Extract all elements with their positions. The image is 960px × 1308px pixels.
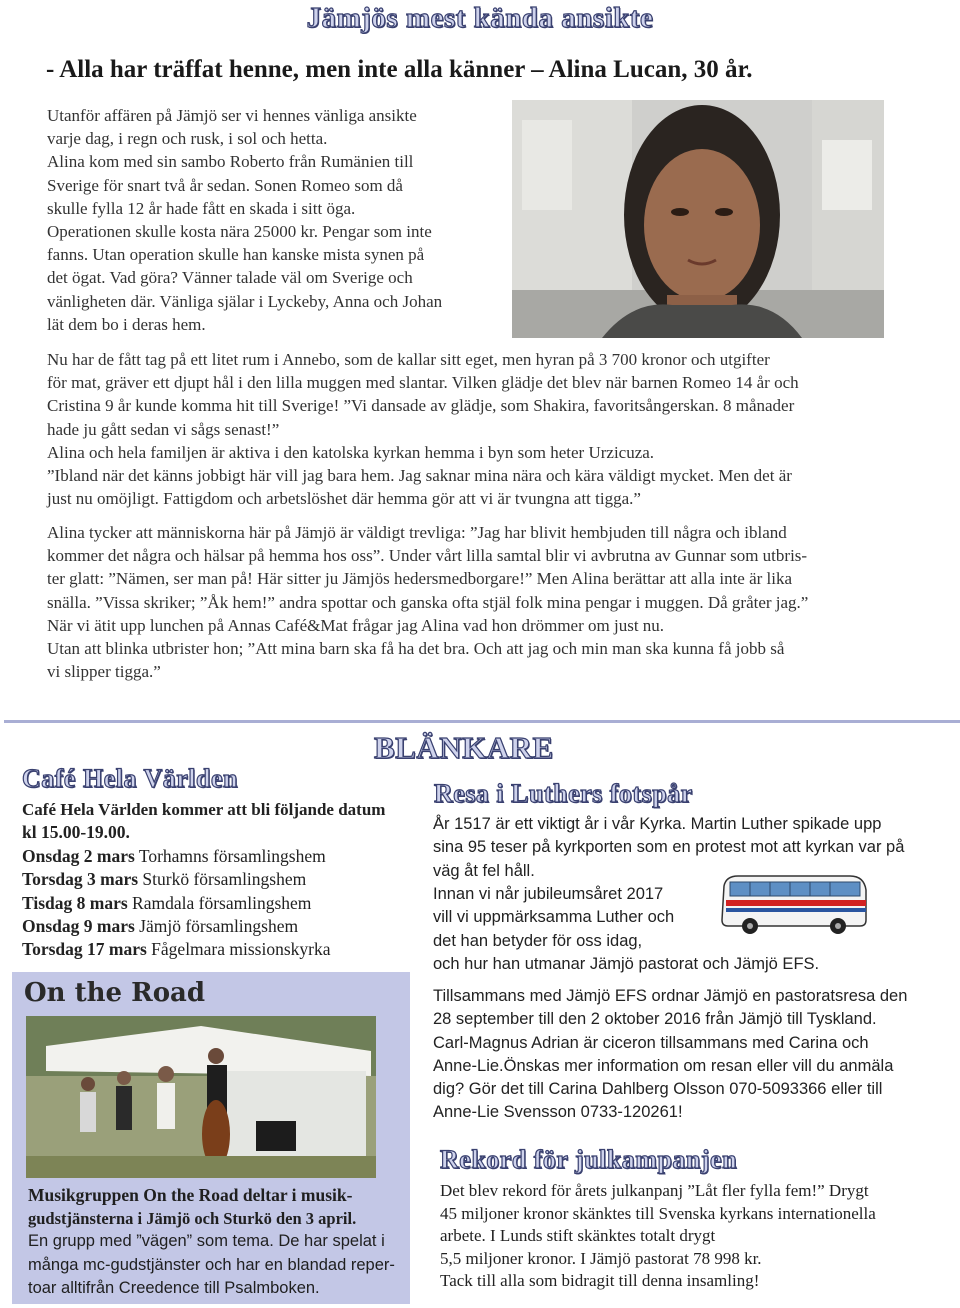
article-intro xyxy=(47,104,497,336)
luther-line: Carl-Magnus Adrian är ciceron tillsammans med Carina och xyxy=(433,1033,869,1052)
body-line: ”Ibland när det känns jobbigt här vill jag bara hem. Jag saknar mina nära och kära väldigt mycket. Men det är xyxy=(47,466,792,486)
portrait-photo xyxy=(512,100,884,338)
cafe-date-item xyxy=(22,938,412,961)
bus-image xyxy=(718,864,870,940)
cafe-intro: Café Hela Världen kommer att bli följande datum xyxy=(22,800,386,819)
cafe-date-day: Tisdag 8 mars xyxy=(22,892,128,913)
body-line: just nu omöjligt. Fattigdom och arbetslöshet där hemma gör att vi är tvungna att tigga.” xyxy=(47,489,641,509)
luther-line: vill vi uppmärksamma Luther och xyxy=(433,908,675,927)
luther-line: År 1517 är ett viktigt år i vår Kyrka. Martin Luther spikade upp xyxy=(433,815,882,833)
cafe-date-place: Sturkö församlingshem xyxy=(138,869,307,890)
luther-line: Anne-Lie Svensson 0733-120261! xyxy=(433,1103,683,1122)
body-line: för mat, gräver ett djupt hål i den lilla muggen med slantar. Vilken glädje det blev när barnen Romeo 14 år och xyxy=(47,373,799,393)
luther-line: sina 95 teser på kyrkporten som en protest mot att kyrkan var på xyxy=(433,838,905,857)
body-line: kommer det några och hälsar på hemma hos oss”. Under vårt lilla samtal blir vi avbrutna av Gunnar som utbris- xyxy=(47,546,808,566)
band-photo xyxy=(26,1016,376,1178)
luther-line: Tillsammans med Jämjö EFS ordnar Jämjö en pastoratsresa den xyxy=(433,987,908,1005)
band-illustration xyxy=(26,1016,376,1178)
luther-title: Resa i Luthers fotspår xyxy=(434,779,693,808)
intro-line: skulle fylla 12 år hade fått en skada i sitt öga. xyxy=(47,198,356,218)
luther-line: det han betyder för oss idag, xyxy=(433,931,643,950)
julkampanj-title: Rekord för julkampanjen xyxy=(440,1145,738,1174)
julkampanj-line: Tack till alla som bidragit till denna insamling! xyxy=(440,1271,760,1291)
body-line: Cristina 9 år kunde komma hit till Sverige! ”Vi dansade av glädje, som Shakira, favoritsångerskan. 8 månader xyxy=(47,396,795,416)
cafe-date-place: Torhamns församlingshem xyxy=(134,845,326,866)
intro-line: Alina kom med sin sambo Roberto från Rumänien till xyxy=(47,152,414,172)
article-subtitle: - Alla har träffat henne, men inte alla känner – Alina Lucan, 30 år. xyxy=(46,56,753,83)
luther-line: Innan vi når jubileumsåret 2017 xyxy=(433,885,664,903)
intro-line: Utanför affären på Jämjö ser vi hennes vänliga ansikte xyxy=(47,106,417,125)
luther-line: väg åt fel håll. xyxy=(433,861,535,880)
luther-line: Anne-Lie.Önskas mer information om resan eller vill du anmäla xyxy=(433,1056,894,1075)
body-line: Utan att blinka utbrister hon; ”Att mina barn ska få ha det bra. Och att jag och min man ska kunna få jobb så xyxy=(47,639,785,659)
bus-icon xyxy=(718,864,870,940)
julkampanj-line: Det blev rekord för årets julkanpanj ”Låt fler fylla fem!” Drygt xyxy=(440,1181,869,1200)
body-line: Alina tycker att människorna här på Jämjö är väldigt trevliga: ”Jag har blivit hembjuden till några och ibland xyxy=(47,523,787,542)
luther-line: och hur han utmanar Jämjö pastorat och Jämjö EFS. xyxy=(433,954,820,973)
body-line: vi slipper tigga.” xyxy=(47,662,161,682)
cafe-date-item xyxy=(22,868,412,891)
cafe-time: kl 15.00-19.00. xyxy=(22,822,130,843)
julkampanj-text xyxy=(440,1180,950,1293)
section-divider xyxy=(4,720,960,723)
cafe-title: Café Hela Världen xyxy=(22,764,238,793)
julkampanj-line: arbete. I Lunds stift skänktes totalt drygt xyxy=(440,1226,716,1246)
cafe-date-day: Torsdag 17 mars xyxy=(22,939,147,960)
cafe-date-item xyxy=(22,892,412,915)
article-title: Jämjös mest kända ansikte xyxy=(306,2,654,34)
cafe-date-place: Fågelmara missionskyrka xyxy=(146,939,331,960)
cafe-date-item xyxy=(22,915,412,938)
portrait-illustration xyxy=(512,100,884,338)
intro-line: fanns. Utan operation skulle han kanske mista synen på xyxy=(47,245,425,265)
body-line: Alina och hela familjen är aktiva i den katolska kyrkan hemma i byn som heter Urzicuza. xyxy=(47,442,655,462)
cafe-details xyxy=(22,798,412,962)
body-line: hade ju gått sedan vi sågs senast!” xyxy=(47,419,280,439)
intro-line: Operationen skulle kosta nära 25000 kr. Pengar som inte xyxy=(47,222,432,242)
blankare-heading: BLÄNKARE xyxy=(374,730,554,765)
intro-line: det ögat. Vad göra? Vänner talade väl om Sverige och xyxy=(47,268,413,288)
road-bold-line: gudstjänsterna i Jämjö och Sturkö den 3 april. xyxy=(28,1209,357,1229)
intro-line: vänligheten där. Vänliga själar i Lyckeby, Anna och Johan xyxy=(47,291,443,311)
body-line: ter glatt: ”Nämen, ser man på! Här sitter ju Jämjös hedersmedborgare!” Men Alina berättar att alla inte är lika xyxy=(47,569,793,589)
cafe-date-day: Onsdag 9 mars xyxy=(22,916,135,937)
intro-line: lät dem bo i deras hem. xyxy=(47,314,206,334)
luther-line: 28 september till den 2 oktober 2016 från Jämjö till Tyskland. xyxy=(433,1010,877,1029)
intro-line: Sverige för snart två år sedan. Sonen Romeo som då xyxy=(47,175,403,195)
cafe-date-place: Ramdala församlingshem xyxy=(127,892,312,913)
cafe-date-place: Jämjö församlingshem xyxy=(134,916,299,937)
intro-line: varje dag, i regn och rusk, i sol och hetta. xyxy=(47,129,328,149)
on-the-road-title: On the Road xyxy=(24,978,206,1008)
article-body-3 xyxy=(47,521,927,683)
cafe-date-day: Onsdag 2 mars xyxy=(22,845,135,866)
body-line: När vi ätit upp lunchen på Annas Café&Mat frågar jag Alina vad hon drömmer om just nu. xyxy=(47,615,665,635)
road-line: toar alltifrån Creedence till Psalmboken. xyxy=(28,1278,320,1297)
on-the-road-text xyxy=(28,1184,408,1300)
road-line: En grupp med ”vägen” som tema. De har spelat i xyxy=(28,1232,385,1251)
road-bold-line: Musikgruppen On the Road deltar i musik- xyxy=(28,1185,353,1205)
luther-line: dig? Gör det till Carina Dahlberg Olsson 070-5093366 eller till xyxy=(433,1080,883,1099)
julkampanj-line: 5,5 miljoner kronor. I Jämjö pastorat 78 998 kr. xyxy=(440,1248,762,1268)
julkampanj-line: 45 miljoner kronor skänktes till Svenska kyrkans internationella xyxy=(440,1203,876,1223)
body-line: Nu har de fått tag på ett litet rum i Annebo, som de kallar sitt eget, men hyran på 3 700 kronor och utgifter xyxy=(47,350,770,369)
cafe-date-item xyxy=(22,845,412,868)
article-body-2 xyxy=(47,348,927,510)
road-line: många mc-gudstjänster och har en blandad reper- xyxy=(28,1255,395,1274)
body-line: snälla. ”Vissa skriker; ”Åk hem!” andra spottar och ganska ofta stjäl folk mina pengar i muggen. Då gråter jag.” xyxy=(47,592,809,612)
luther-bottom-text xyxy=(433,985,948,1125)
on-the-road-panel xyxy=(12,972,410,1304)
cafe-date-day: Torsdag 3 mars xyxy=(22,869,139,890)
